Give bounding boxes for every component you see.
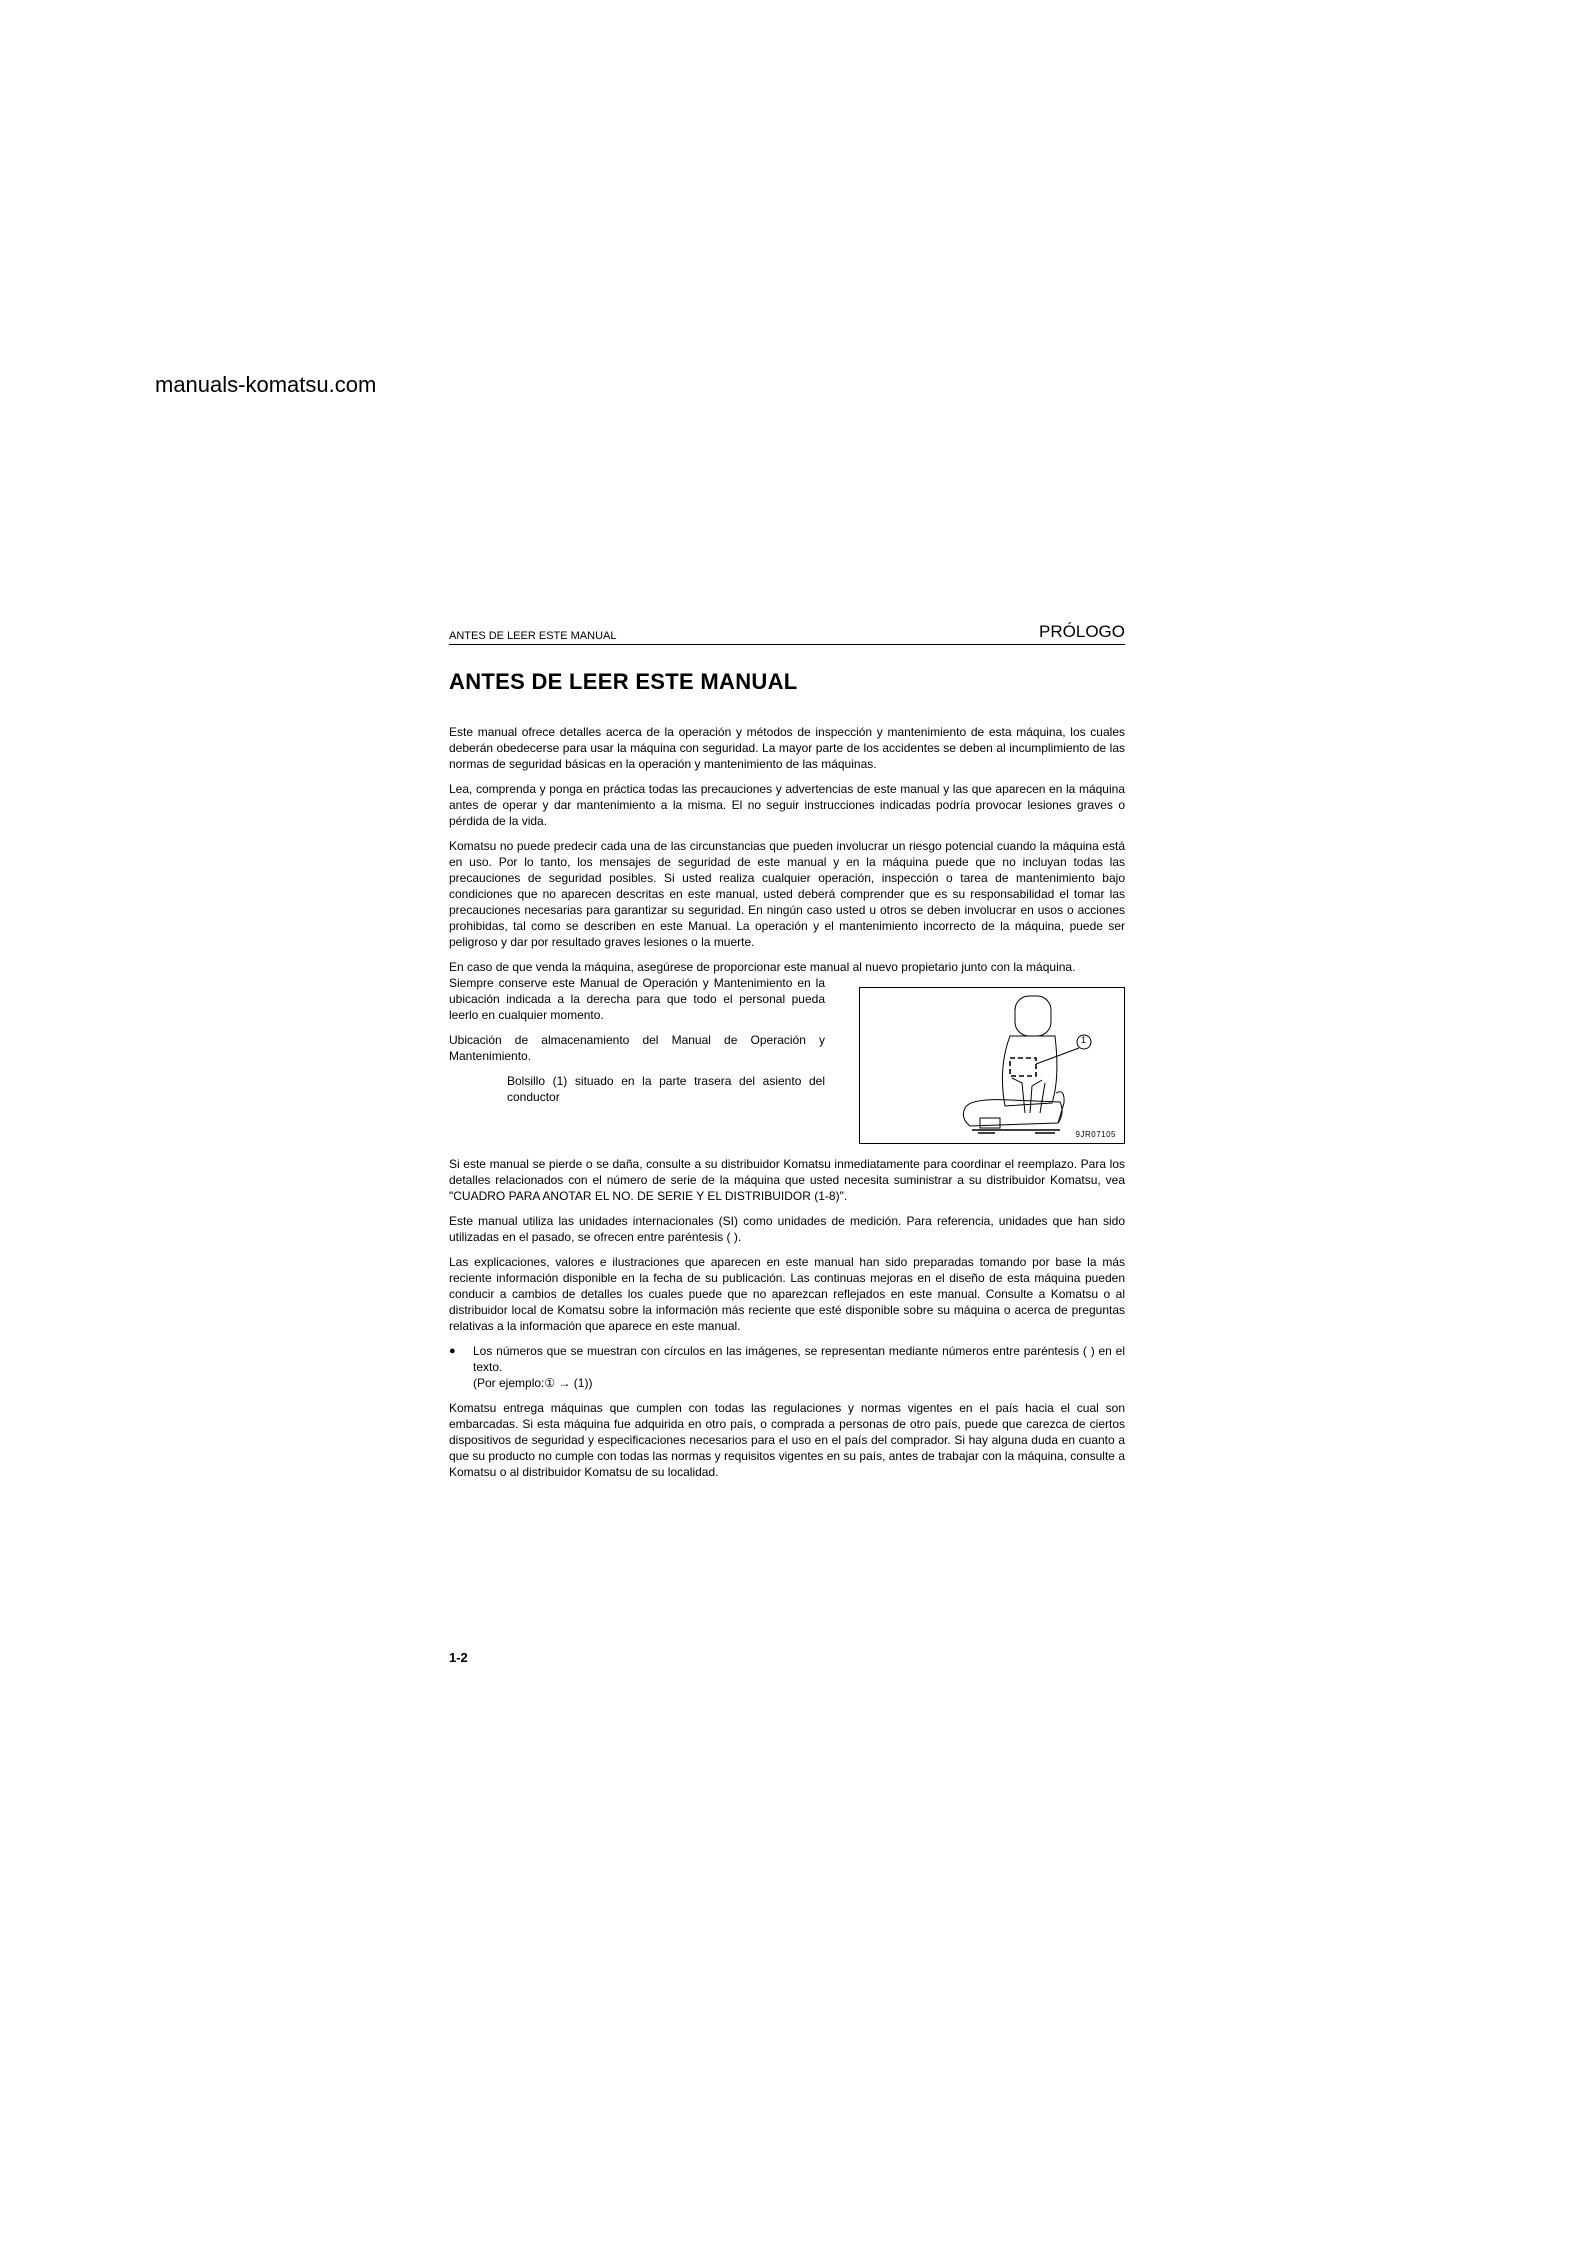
seat-figure	[859, 987, 1125, 1144]
bullet-text: Los números que se muestran con círculos en las imágenes, se representan mediante números entre paréntesis ( ) en el texto.	[473, 1344, 1125, 1374]
paragraph: Este manual utiliza las unidades internacionales (SI) como unidades de medición. Para referencia, unidades que han sido utilizadas en el pasado, se ofrecen entre paréntesis ( ).	[449, 1214, 1125, 1244]
paragraph: En caso de que venda la máquina, asegúrese de proporcionar este manual al nuevo propietario junto con la máquina.	[449, 960, 1076, 974]
paragraph: Lea, comprenda y ponga en práctica todas las precauciones y advertencias de este manual y las que aparecen en la máquina antes de operar y dar mantenimiento a la misma. El no seguir instrucciones indicadas podría provocar lesiones graves o pérdida de la vida.	[449, 782, 1125, 828]
paragraph: Este manual ofrece detalles acerca de la operación y métodos de inspección y mantenimiento de esta máquina, los cuales deberán obedecerse para usar la máquina con seguridad. La mayor parte de los accidentes se deben al incumplimiento de las normas de seguridad básicas en la operación y mantenimiento de las máquinas.	[449, 725, 1125, 771]
paragraph: Si este manual se pierde o se daña, consulte a su distribuidor Komatsu inmediatamente para coordinar el reemplazo. Para los detalles relacionados con el número de serie de la máquina que usted necesita suministrar a su distribuidor Komatsu, vea "CUADRO PARA ANOTAR EL NO. DE SERIE Y EL DISTRIBUIDOR (1-8)".	[449, 1157, 1125, 1203]
callout-circle-icon	[860, 988, 1124, 1143]
storage-section	[449, 975, 1125, 1144]
header-section: ANTES DE LEER ESTE MANUAL	[449, 630, 617, 642]
storage-keep-text: Siempre conserve este Manual de Operación y Mantenimiento en la ubicación indicada a la derecha para que todo el personal pueda leerlo en cualquier momento.	[449, 976, 825, 1022]
bullet-example: (Por ejemplo:① → (1))	[473, 1376, 593, 1390]
manual-page	[449, 620, 1125, 1489]
storage-location-label: Ubicación de almacenamiento del Manual de Operación y Mantenimiento.	[449, 1033, 825, 1063]
paragraph: Las explicaciones, valores e ilustraciones que aparecen en este manual han sido preparadas tomando por base la más reciente información disponible en la fecha de su publicación. Las continuas mejoras en el diseño de esta máquina pueden conducir a cambios de detalles los cuales puede que no aparezcan reflejados en este manual. Consulte a Komatsu o al distribuidor local de Komatsu sobre la información más reciente que esté disponible sobre su máquina o acerca de preguntas relativas a la información que aparece en este manual.	[449, 1255, 1125, 1333]
bullet-item	[449, 1343, 1125, 1391]
figure-callout: 1	[1081, 1035, 1087, 1045]
header-chapter: PRÓLOGO	[1039, 622, 1125, 641]
watermark: manuals-komatsu.com	[155, 372, 377, 397]
bullet-icon: ●	[449, 1345, 456, 1357]
running-header	[449, 620, 1125, 645]
page-title: ANTES DE LEER ESTE MANUAL	[449, 669, 798, 694]
paragraph: Komatsu entrega máquinas que cumplen con todas las regulaciones y normas vigentes en el país hacia el cual son embarcadas. Si esta máquina fue adquirida en otro país, o comprada a personas de otro país, puede que carezca de ciertos dispositivos de seguridad y especificaciones necesarios para el uso en el país del comprador. Si hay alguna duda en cuanto a que su producto no cumple con todas las normas y requisitos vigentes en su país, antes de trabajar con la máquina, consulte a Komatsu o al distribuidor Komatsu de su localidad.	[449, 1401, 1125, 1479]
figure-code: 9JR07105	[1075, 1130, 1116, 1139]
paragraph: Komatsu no puede predecir cada una de las circunstancias que pueden involucrar un riesgo potencial cuando la máquina está en uso. Por lo tanto, los mensajes de seguridad de este manual y en la máquina puede que no incluyan todas las precauciones de seguridad posibles. Si usted realiza cualquier operación, inspección o tarea de mantenimiento bajo condiciones que no aparecen descritas en este manual, usted deberá comprender que es su responsabilidad el tomar las precauciones necesarias para garantizar su seguridad. En ningún caso usted u otros se deben involucrar en usos o acciones prohibidas, tal como se describen en este Manual. La operación y el mantenimiento incorrecto de la máquina, puede ser peligroso y dar por resultado graves lesiones o la muerte.	[449, 839, 1125, 949]
page-number: 1-2	[449, 1650, 468, 1665]
storage-location-detail: Bolsillo (1) situado en la parte trasera del asiento del conductor	[507, 1074, 825, 1104]
